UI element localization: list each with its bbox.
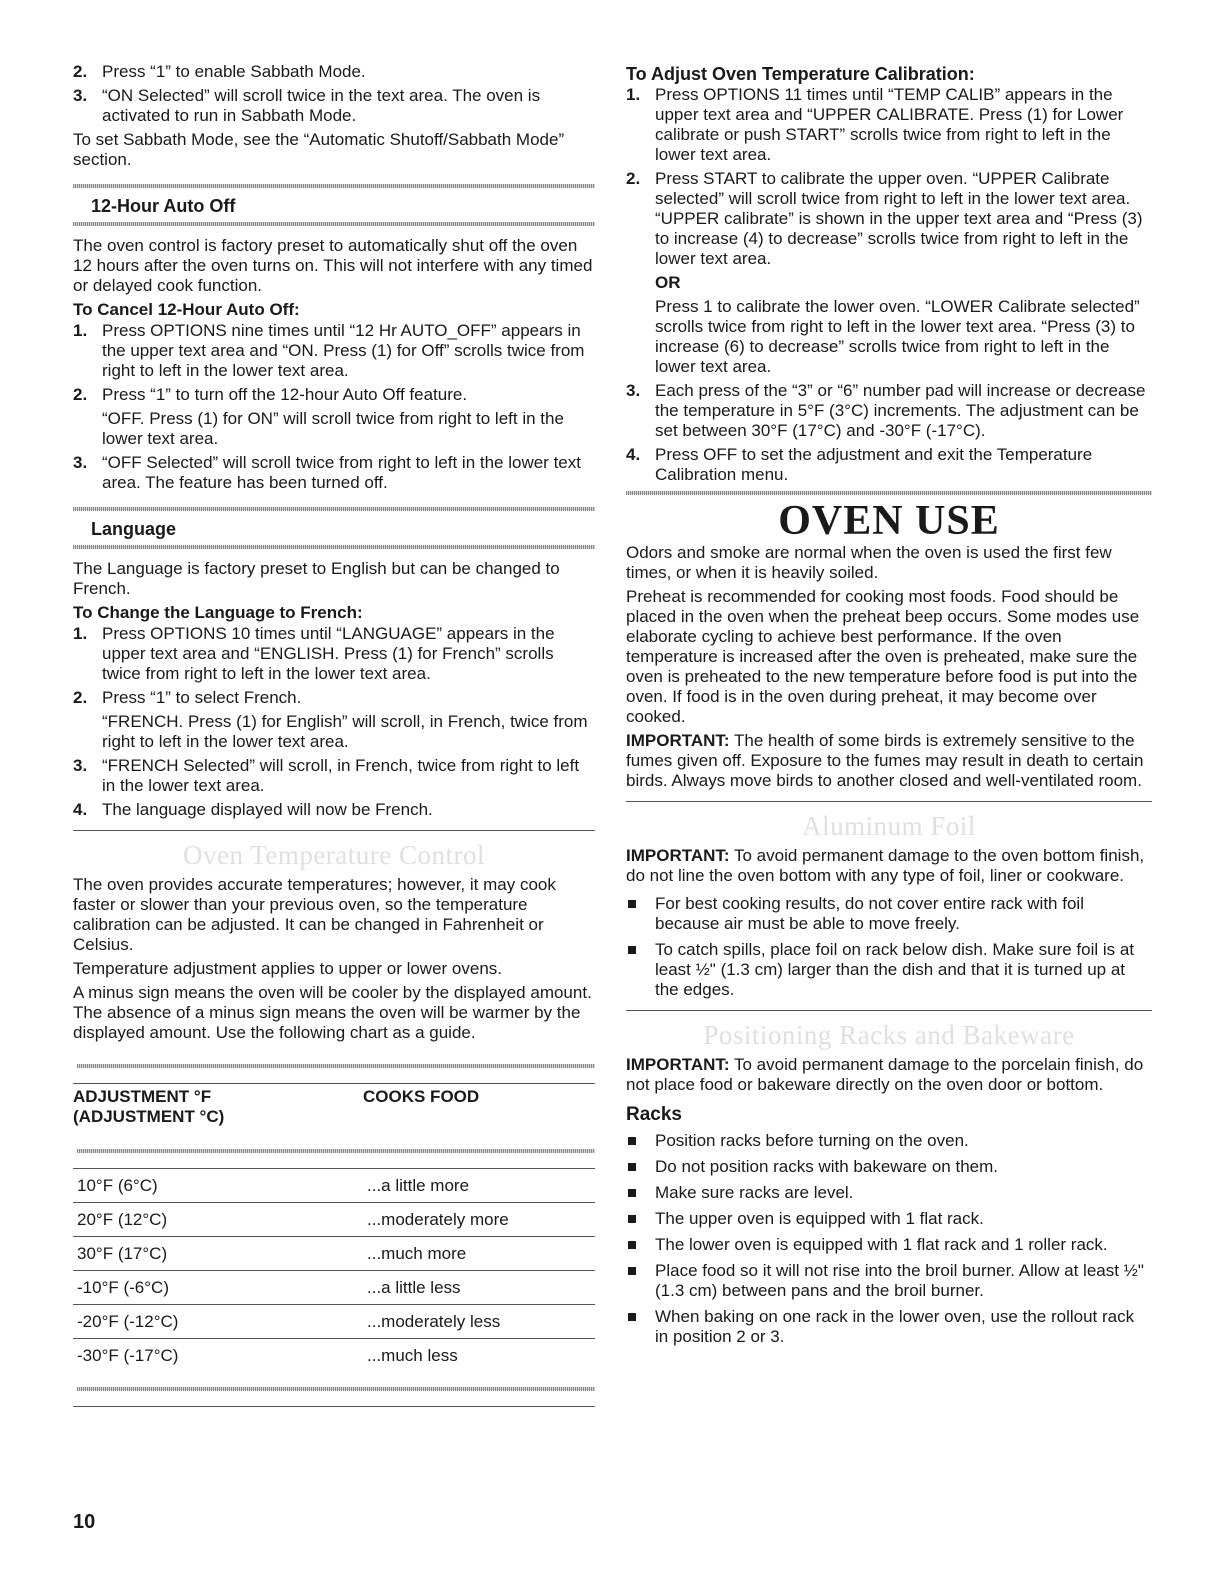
temp-control-p2: Temperature adjustment applies to upper or lower ovens. bbox=[73, 959, 503, 978]
temp-control-p3: A minus sign means the oven will be cooler by the displayed amount. The absence of a minus sign means the oven will be warmer by the displayed amount. Use the following chart as a guide. bbox=[73, 983, 592, 1042]
divider bbox=[73, 222, 595, 226]
table-row: -30°F (-17°C) ...much less bbox=[77, 1345, 458, 1365]
temp-control-title: Oven Temperature Control bbox=[182, 840, 486, 870]
sabbath-steps bbox=[73, 62, 595, 126]
page-number: 10 bbox=[73, 1511, 96, 1533]
list-item: Make sure racks are level. bbox=[626, 1183, 1152, 1203]
language-steps bbox=[73, 624, 595, 820]
racks-subheading: Racks bbox=[626, 1104, 682, 1125]
auto-off-steps bbox=[73, 321, 595, 493]
oven-use-important: IMPORTANT: The health of some birds is extremely sensitive to the fumes given off. Exposure to the fumes may result in death to certain birds. Always move birds to another closed and well-ventilated room. bbox=[626, 731, 1144, 790]
list-item: 3. “ON Selected” will scroll twice in the text area. The oven is activated to run in Sabbath Mode. bbox=[73, 86, 541, 125]
list-item: 2. Press START to calibrate the upper oven. “UPPER Calibrate selected” will scroll twice from right to left in the lower text area. “UPPER calibrate” is shown in the upper text area and “Press (3) to increase (4) to decrease” scrolls twice from right to left in the lower text area. OR Press 1 to calibrate the lower oven. “LOWER Calibrate selected” scrolls twice from right to left in the lower text area. “Press (3) to increase (6) to decrease” scrolls twice from right to left in the lower text area. bbox=[626, 169, 1143, 376]
table-header-adjustment: ADJUSTMENT °F (ADJUSTMENT °C) bbox=[73, 1086, 225, 1126]
table-row: 20°F (12°C) ...moderately more bbox=[73, 1203, 595, 1237]
oven-use-title: OVEN USE bbox=[778, 498, 1000, 544]
language-intro: The Language is factory preset to English but can be changed to French. bbox=[73, 559, 560, 598]
list-item: 1. Press OPTIONS 10 times until “LANGUAGE” appears in the upper text area and “ENGLISH. Press (1) for French” scrolls twice from right to left in the lower text area. bbox=[73, 624, 555, 683]
language-heading: Language bbox=[91, 519, 177, 539]
list-item: Position racks before turning on the oven. bbox=[626, 1131, 1152, 1151]
racks-bullets bbox=[626, 1131, 1152, 1347]
foil-important: IMPORTANT: To avoid permanent damage to the oven bottom finish, do not line the oven bottom with any type of foil, liner or cookware. bbox=[626, 846, 1145, 885]
list-item: Place food so it will not rise into the broil burner. Allow at least ½" (1.3 cm) between pans and the broil burner. bbox=[626, 1261, 1152, 1301]
list-item: Do not position racks with bakeware on them. bbox=[626, 1157, 1152, 1177]
list-item: When baking on one rack in the lower oven, use the rollout rack in position 2 or 3. bbox=[626, 1307, 1152, 1347]
list-item: The lower oven is equipped with 1 flat rack and 1 roller rack. bbox=[626, 1235, 1152, 1255]
racks-important: IMPORTANT: To avoid permanent damage to the porcelain finish, do not place food or bakeware directly on the oven door or bottom. bbox=[626, 1055, 1144, 1094]
divider bbox=[77, 1387, 595, 1391]
aluminum-foil-title: Aluminum Foil bbox=[802, 811, 976, 841]
cancel-auto-off-heading: To Cancel 12-Hour Auto Off: bbox=[73, 300, 300, 319]
sabbath-note: To set Sabbath Mode, see the “Automatic Shutoff/Sabbath Mode” section. bbox=[73, 130, 565, 169]
list-item: 3. “OFF Selected” will scroll twice from right to left in the lower text area. The feature has been turned off. bbox=[73, 453, 581, 492]
list-item: 3. Each press of the “3” or “6” number pad will increase or decrease the temperature in 5°F (3°C) increments. The adjustment can be set between 30°F (17°C) and -30°F (-17°C). bbox=[626, 381, 1146, 440]
list-item: 2. Press “1” to turn off the 12-hour Auto Off feature. “OFF. Press (1) for ON” will scroll twice from right to left in the lower text area. bbox=[73, 385, 564, 448]
section-divider bbox=[73, 830, 595, 831]
divider bbox=[73, 545, 595, 549]
table-row: 30°F (17°C) ...much more bbox=[73, 1237, 595, 1271]
list-item: For best cooking results, do not cover entire rack with foil because air must be able to move freely. bbox=[626, 894, 1152, 934]
section-divider bbox=[626, 1010, 1152, 1011]
change-language-heading: To Change the Language to French: bbox=[73, 603, 363, 622]
language-heading-box bbox=[73, 507, 595, 549]
section-divider bbox=[626, 801, 1152, 802]
list-item: 2. Press “1” to enable Sabbath Mode. bbox=[73, 62, 366, 81]
foil-bullets bbox=[626, 894, 1152, 1000]
temp-control-p1: The oven provides accurate temperatures; however, it may cook faster or slower than your previous oven, so the temperature calibration can be adjusted. It can be changed in Fahrenheit or Celsius. bbox=[73, 875, 556, 954]
divider bbox=[77, 1064, 595, 1068]
table-row: -20°F (-12°C) ...moderately less bbox=[73, 1305, 595, 1339]
left-column bbox=[73, 62, 595, 1407]
table-row: -10°F (-6°C) ...a little less bbox=[73, 1271, 595, 1305]
auto-off-heading: 12-Hour Auto Off bbox=[91, 196, 236, 216]
calibration-heading: To Adjust Oven Temperature Calibration: bbox=[626, 64, 975, 84]
calibration-steps bbox=[626, 85, 1152, 485]
table-row: 10°F (6°C) ...a little more bbox=[73, 1169, 595, 1203]
list-item: 1. Press OPTIONS 11 times until “TEMP CALIB” appears in the upper text area and “UPPER CALIBRATE. Press (1) for Lower calibrate or push START” scrolls twice from right to left in the lower text area. bbox=[626, 85, 1124, 164]
list-item: 4. Press OFF to set the adjustment and exit the Temperature Calibration menu. bbox=[626, 445, 1093, 484]
oven-use-p1: Odors and smoke are normal when the oven is used the first few times, or when it is heavily soiled. bbox=[626, 543, 1112, 582]
table-header-cooks-food: COOKS FOOD bbox=[363, 1086, 480, 1106]
adjustment-table bbox=[73, 1049, 595, 1407]
right-column bbox=[626, 62, 1152, 1353]
list-item: 4. The language displayed will now be French. bbox=[73, 800, 433, 819]
list-item: 3. “FRENCH Selected” will scroll, in French, twice from right to left in the lower text area. bbox=[73, 756, 580, 795]
list-item: 1. Press OPTIONS nine times until “12 Hr AUTO_OFF” appears in the upper text area and “ON. Press (1) for Off” scrolls twice from right to left in the lower text area. bbox=[73, 321, 585, 380]
positioning-racks-title: Positioning Racks and Bakeware bbox=[703, 1020, 1075, 1050]
list-item: The upper oven is equipped with 1 flat rack. bbox=[626, 1209, 1152, 1229]
oven-use-p2: Preheat is recommended for cooking most foods. Food should be placed in the oven when the preheat beep occurs. Some modes use elaborate cycling to achieve best performance. If the oven temperature is increased after the oven is preheated, make sure the oven is preheated to the new temperature before food is put into the oven. If food is in the oven during preheat, it may become over cooked. bbox=[626, 587, 1140, 726]
table-header-row bbox=[73, 1083, 595, 1135]
auto-off-heading-box bbox=[73, 184, 595, 226]
auto-off-intro: The oven control is factory preset to automatically shut off the oven 12 hours after the oven turns on. This will not interfere with any timed or delayed cook function. bbox=[73, 236, 593, 295]
list-item: To catch spills, place foil on rack below dish. Make sure foil is at least ½" (1.3 cm) larger than the dish and that it is turned up at the edges. bbox=[626, 940, 1152, 1000]
divider bbox=[626, 491, 1152, 495]
divider bbox=[77, 1149, 595, 1153]
list-item: 2. Press “1” to select French. “FRENCH. Press (1) for English” will scroll, in French, twice from right to left in the lower text area. bbox=[73, 688, 588, 751]
